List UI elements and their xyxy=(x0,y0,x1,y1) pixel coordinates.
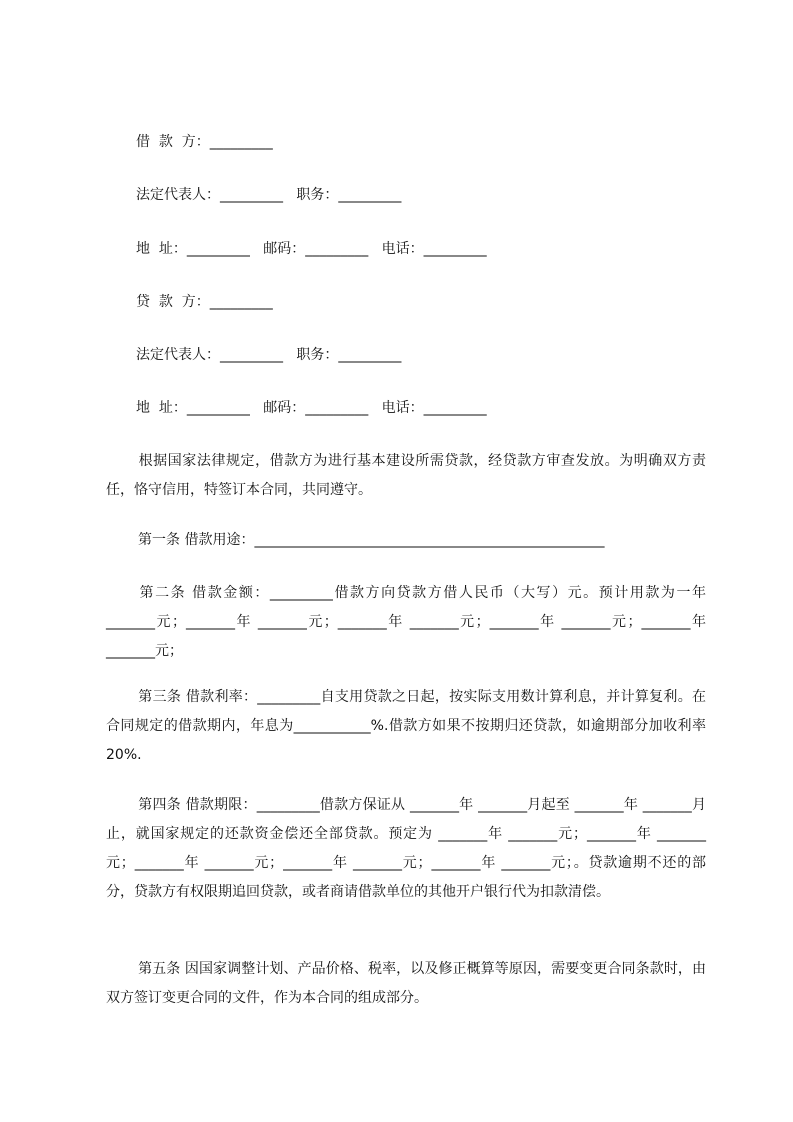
borrower-representative-line: 法定代表人：_________ 职务：_________ xyxy=(136,187,402,203)
borrower-line: 借 款 方：_________ xyxy=(136,134,273,150)
article-5 xyxy=(106,955,706,1013)
lender-representative-line: 法定代表人：_________ 职务：_________ xyxy=(136,347,402,363)
article-3 xyxy=(106,683,706,770)
article-2 xyxy=(106,579,706,666)
preamble-text: 根据国家法律规定，借款方为进行基本建设所需贷款，经贷款方审查发放。为明确双方责任，恪守信用，特签订本合同，共同遵守。 xyxy=(106,453,706,498)
borrower-address-line: 地 址：_________ 邮码：_________ 电话：_________ xyxy=(136,241,487,257)
article-2-text: 第二条 借款金额：_________借款方向贷款方借人民币（大写）元。预计用款为一年 _______元；_______年 _______元；_______年 _______元；_______年 _______元；_______年 _______元； xyxy=(106,585,706,659)
preamble-paragraph xyxy=(106,447,706,505)
article-1 xyxy=(106,526,706,555)
article-4 xyxy=(106,791,706,907)
lender-address-line: 地 址：_________ 邮码：_________ 电话：_________ xyxy=(136,400,487,416)
article-1-text: 第一条 借款用途：__________________________________________________ xyxy=(138,532,605,548)
article-4-text: 第四条 借款期限：_________借款方保证从 _______年 _______月起至 _______年 _______月止，就国家规定的还款资金偿还全部贷款。预定为 _______年 _______元；_______年 _______元；_______年 _______元；_______年 _______元；_______年 _______元；。贷款逾期不还的部分，贷款方有权限期追回贷款，或者商请借款单位的其他开户银行代为扣款清偿。 xyxy=(106,797,706,900)
article-3-text: 第三条 借款利率：_________自支用贷款之日起，按实际支用数计算利息，并计算复利。在合同规定的借款期内，年息为___________%.借款方如果不按期归还贷款，如逾期部分加收利率 20%. xyxy=(106,689,706,763)
lender-line: 贷 款 方：_________ xyxy=(136,294,273,310)
article-5-text: 第五条 因国家调整计划、产品价格、税率，以及修正概算等原因，需要变更合同条款时，由双方签订变更合同的文件，作为本合同的组成部分。 xyxy=(106,961,706,1006)
